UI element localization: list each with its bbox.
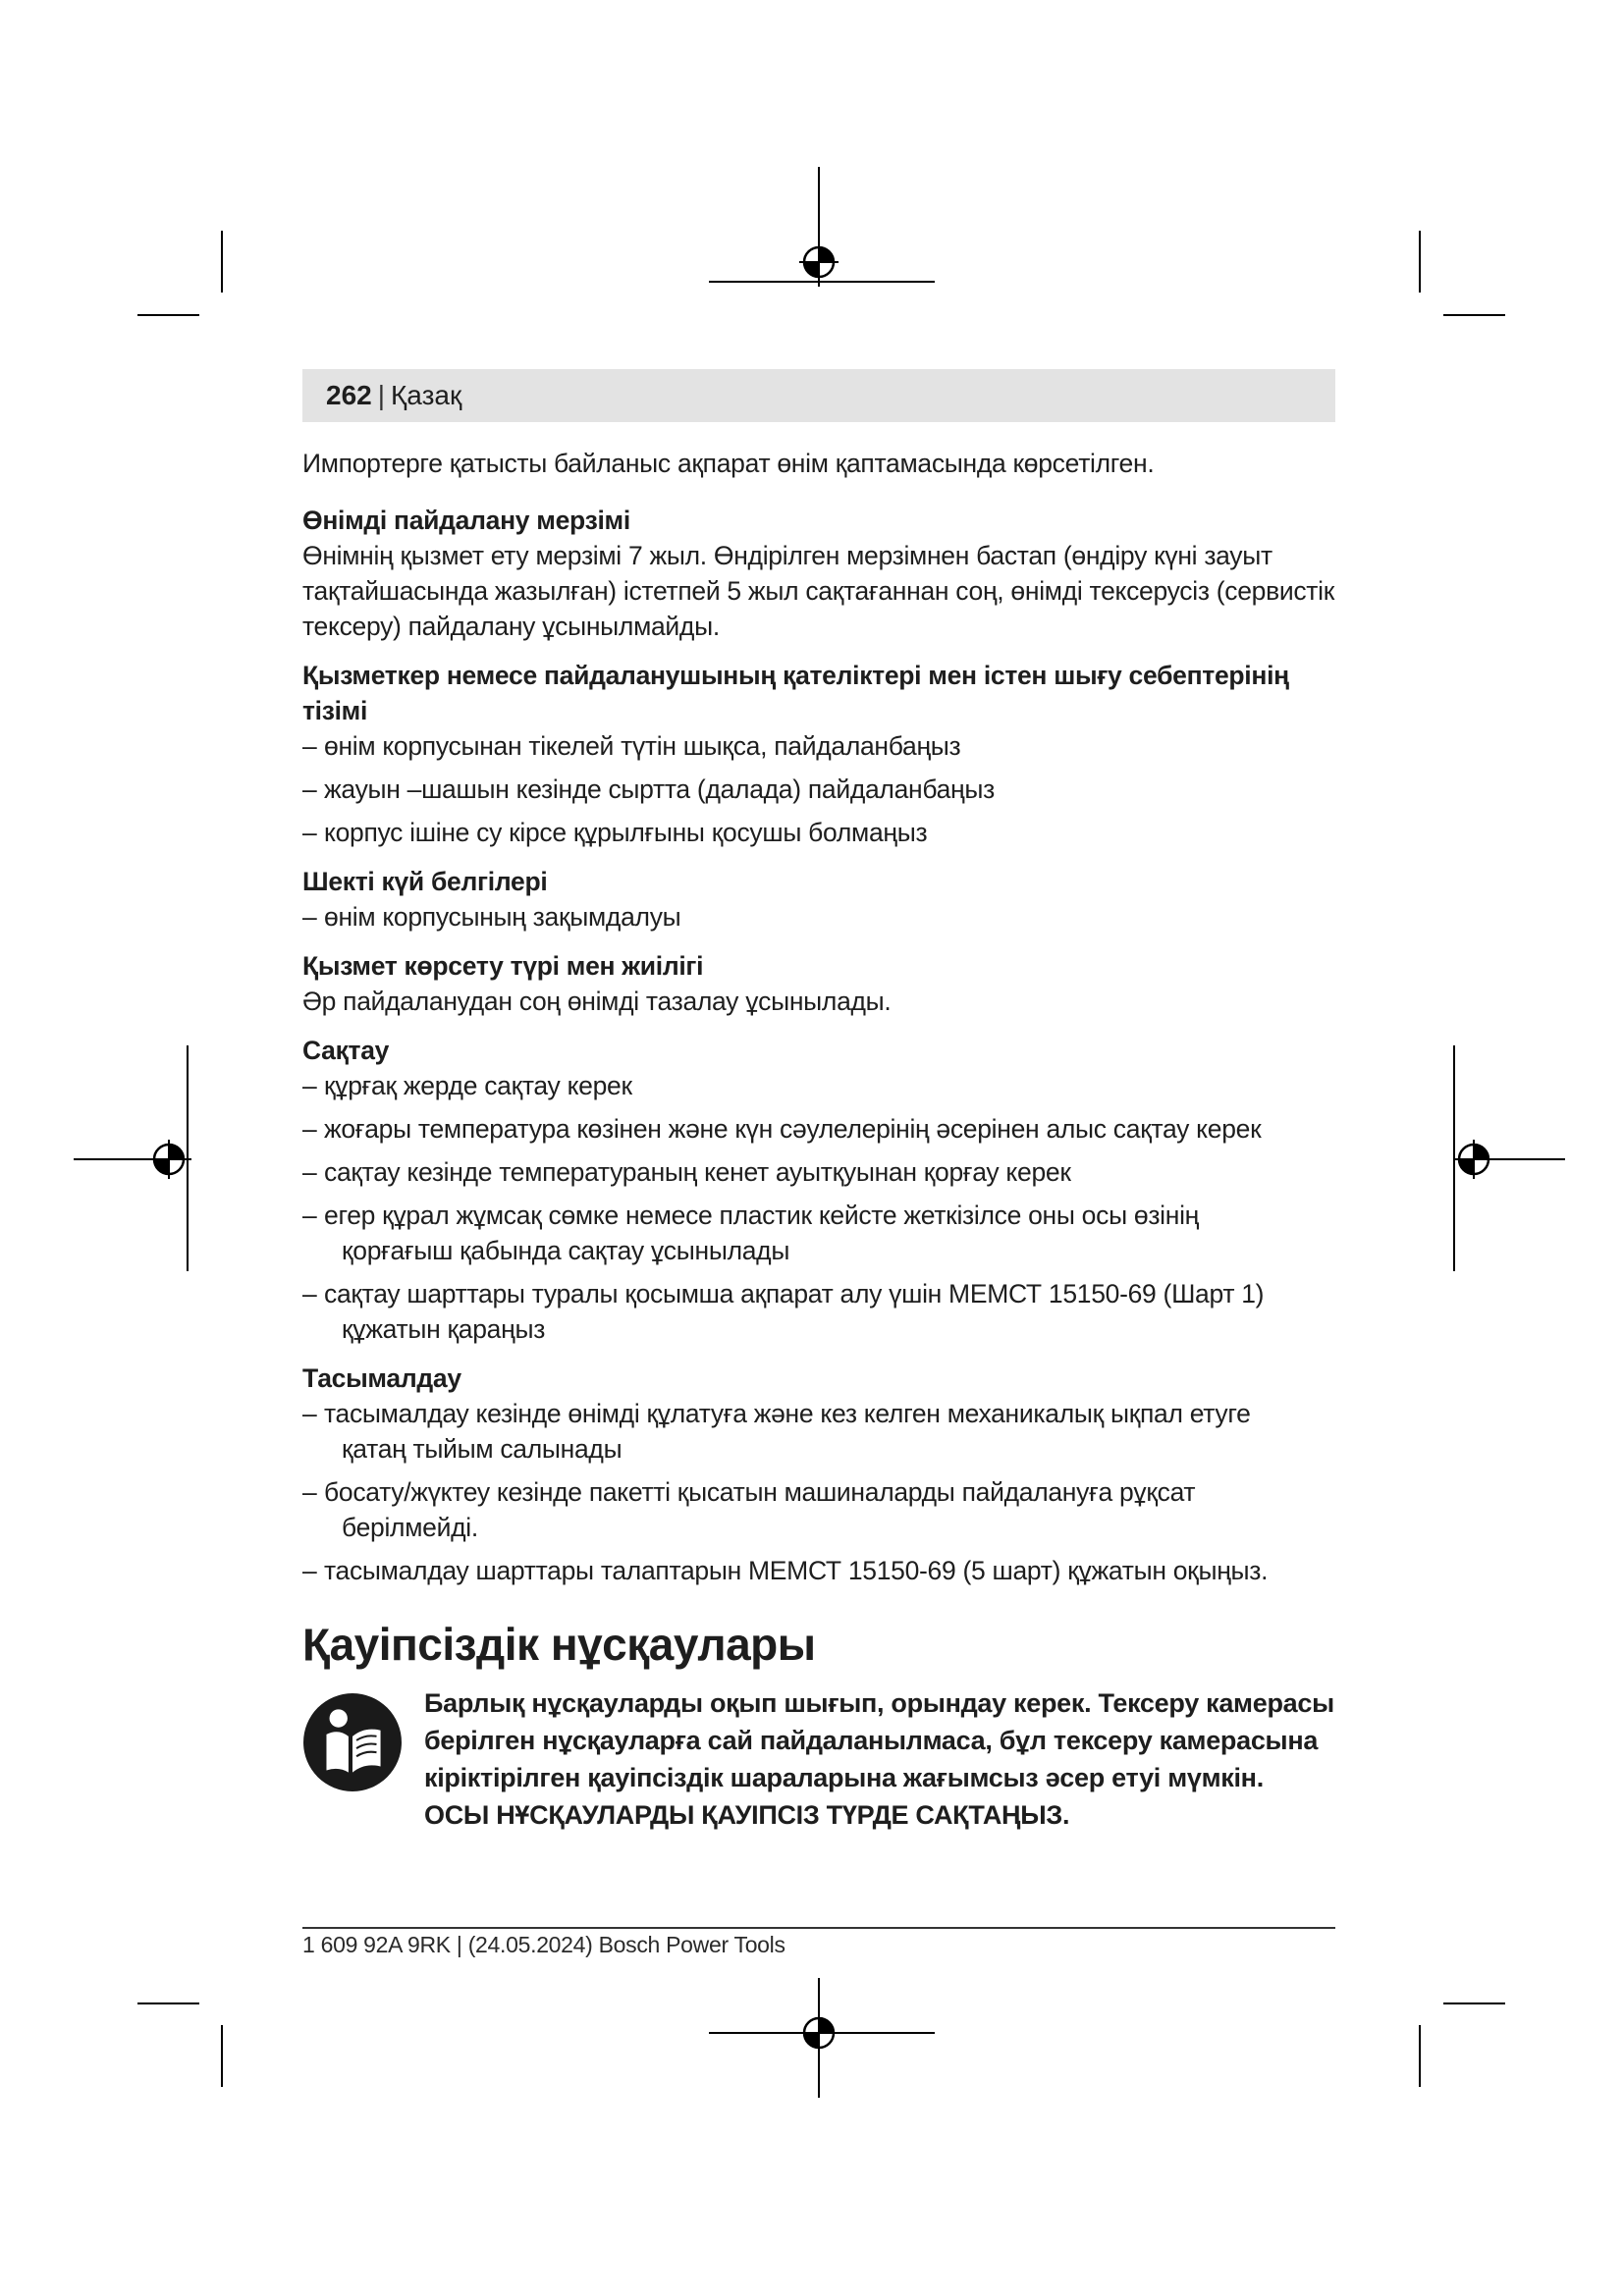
- list-item-text: тасымалдау шарттары талаптарын МЕМСТ 15150-69 (5 шарт) құжатын оқыңыз.: [324, 1556, 1269, 1585]
- safety-block: [302, 1684, 1335, 1834]
- page-header: [302, 369, 1335, 422]
- section-title: Шекті күй белгілері: [302, 867, 548, 896]
- safety-text: Барлық нұсқауларды оқып шығып, орындау керек. Тексеру камерасы берілген нұсқауларға сай пайдаланылмаса, бұл тексеру камерасына кіріктірілген қауіпсіздік шараларына жағымсыз әсер етуі мүмкін. ОСЫ НҰСҚАУЛАРДЫ ҚАУІПСІЗ ТҮРДЕ САҚТАҢЫЗ.: [424, 1688, 1334, 1830]
- list-item-text: сақтау шарттары туралы қосымша ақпарат алу үшін МЕМСТ 15150-69 (Шарт 1): [324, 1279, 1265, 1308]
- page-number: 262: [326, 380, 372, 410]
- read-manual-icon: [302, 1692, 403, 1792]
- errors-list: [302, 728, 1335, 850]
- list-item: – өнім корпусынан тікелей түтін шықса, пайдаланбаңыз: [302, 728, 1335, 764]
- list-item-text: егер құрал жұмсақ сөмке немесе пластик кейсте жеткізілсе оны осы өзінің: [324, 1201, 1200, 1230]
- crop-mark: [1419, 231, 1421, 293]
- limit-state-section: [302, 864, 1335, 934]
- list-item: [302, 1068, 1335, 1103]
- section-title: Тасымалдау: [302, 1363, 461, 1393]
- list-item-continuation: берілмейді.: [342, 1513, 478, 1542]
- crop-mark: [221, 231, 223, 293]
- transport-list: [302, 1396, 1335, 1588]
- limit-state-list: [302, 899, 1335, 934]
- crop-mark: [137, 2002, 199, 2004]
- crop-mark: [1443, 314, 1505, 316]
- list-item-continuation: қатаң тыйым салынады: [342, 1434, 623, 1464]
- crop-mark: [221, 2025, 223, 2087]
- list-item-text: босату/жүктеу кезінде пакетті қысатын машиналарды пайдалануға рұқсат: [324, 1477, 1196, 1507]
- page-footer: 1 609 92A 9RK | (24.05.2024) Bosch Power Tools: [302, 1932, 785, 1957]
- list-item: [302, 1553, 1335, 1588]
- header-separator: |: [377, 380, 385, 410]
- list-item: [302, 1154, 1335, 1190]
- section-title: Қызметкер немесе пайдаланушының қателіктері мен істен шығу себептерінің тізімі: [302, 661, 1289, 725]
- crop-mark: [137, 314, 199, 316]
- page-content: [302, 446, 1335, 1834]
- crop-mark: [1419, 2025, 1421, 2087]
- registration-target-icon: [799, 242, 839, 282]
- list-item: [302, 1276, 1335, 1347]
- intro-paragraph: Импортерге қатысты байланыс ақпарат өнім қаптамасында көрсетілген.: [302, 449, 1155, 478]
- section-title: Сақтау: [302, 1036, 390, 1065]
- transport-section: [302, 1361, 1335, 1588]
- storage-list: [302, 1068, 1335, 1347]
- list-item: – корпус ішіне су кірсе құрылғыны қосушы болмаңыз: [302, 815, 1335, 850]
- list-item: – өнім корпусының зақымдалуы: [302, 899, 1335, 934]
- list-item-text: сақтау кезінде температураның кенет ауытқуынан қорғау керек: [324, 1157, 1071, 1187]
- list-item-text: құрғақ жерде сақтау керек: [324, 1071, 632, 1100]
- header-language: Қазақ: [391, 380, 462, 410]
- footer-rule: [302, 1927, 1335, 1929]
- list-item: – жауын –шашын кезінде сыртта (далада) пайдаланбаңыз: [302, 772, 1335, 807]
- list-item: [302, 1396, 1335, 1467]
- list-item-continuation: құжатын қараңыз: [342, 1314, 546, 1344]
- list-item: [302, 1111, 1335, 1147]
- registration-target-icon: [799, 2013, 839, 2053]
- crop-mark: [1443, 2002, 1505, 2004]
- section-body: Өнімнің қызмет ету мерзімі 7 жыл. Өндірілген мерзімнен бастап (өндіру күні зауыт тақтайшасында жазылған) істетпей 5 жыл сақтағаннан соң, өнімді тексерусіз (сервистік тексеру) пайдалану ұсынылмайды.: [302, 541, 1335, 641]
- section-body: Әр пайдаланудан соң өнімді тазалау ұсынылады.: [302, 987, 892, 1016]
- safety-heading: Қауіпсіздік нұсқаулары: [302, 1619, 816, 1670]
- storage-section: [302, 1033, 1335, 1347]
- list-item: [302, 1198, 1335, 1268]
- list-item-text: тасымалдау кезінде өнімді құлатуға және кез келген механикалық ықпал етуге: [324, 1399, 1251, 1428]
- maintenance-section: [302, 948, 1335, 1019]
- registration-target-icon: [149, 1140, 189, 1179]
- list-item-continuation: қорғағыш қабында сақтау ұсынылады: [342, 1236, 790, 1265]
- service-life-section: [302, 503, 1335, 644]
- registration-target-icon: [1454, 1140, 1493, 1179]
- list-item: [302, 1474, 1335, 1545]
- section-title: Өнімді пайдалану мерзімі: [302, 506, 630, 535]
- list-item-text: жоғары температура көзінен және күн сәулелерінің әсерінен алыс сақтау керек: [324, 1114, 1262, 1144]
- errors-section: [302, 658, 1335, 850]
- section-title: Қызмет көрсету түрі мен жиілігі: [302, 951, 704, 981]
